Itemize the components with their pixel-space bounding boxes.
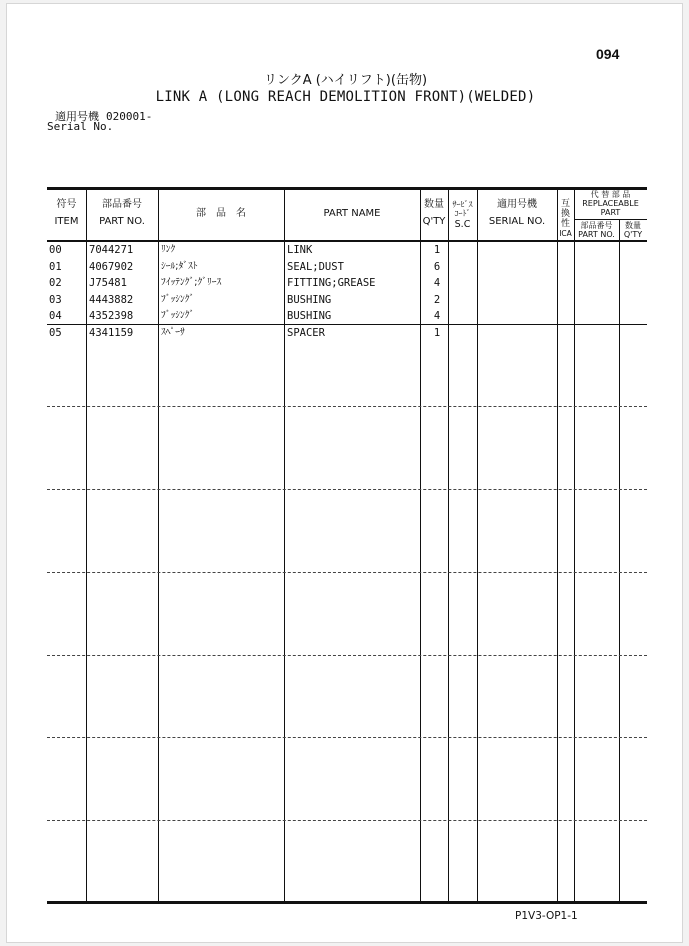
row-name-jp: ﾌﾞｯｼﾝｸﾞ <box>161 294 195 305</box>
row-name-en: SEAL;DUST <box>287 261 344 273</box>
row-name-en: BUSHING <box>287 310 332 322</box>
header-serial <box>477 199 557 228</box>
header-sc-en: S.C <box>454 219 471 230</box>
table-bottom-rule <box>47 901 647 904</box>
row-name-jp: ｼｰﾙ;ﾀﾞｽﾄ <box>161 261 198 272</box>
header-sc <box>448 200 477 229</box>
header-name-jp: 部 品 名 <box>196 208 246 219</box>
header-item <box>47 199 86 228</box>
section-divider <box>47 655 647 656</box>
row-name-en: BUSHING <box>287 294 332 306</box>
header-qty <box>420 199 448 228</box>
row-name-en: FITTING;GREASE <box>287 277 376 289</box>
header-repl-jp: 代 替 部 品 <box>590 190 631 199</box>
header-ica-jp3: 性 <box>560 219 570 229</box>
header-part-no <box>86 199 158 228</box>
row-qty: 1 <box>433 327 441 339</box>
page-number: 094 <box>596 46 620 62</box>
table-row <box>7 242 684 258</box>
header-ica-en: ICA <box>559 229 572 238</box>
table-row <box>7 308 684 324</box>
table-row <box>7 292 684 308</box>
row-item: 01 <box>49 261 62 273</box>
header-repl-partno-en: PART NO. <box>578 230 615 239</box>
header-qty-jp: 数量 <box>424 199 444 210</box>
serial-label-en: Serial No. <box>47 120 114 133</box>
section-divider <box>47 737 647 738</box>
section-divider <box>47 489 647 490</box>
serial-label-text: 適用号機 <box>55 110 99 123</box>
repl-header-rule <box>574 219 647 220</box>
footer-code: P1V3-OP1-1 <box>515 910 578 922</box>
row-qty: 2 <box>433 294 441 306</box>
header-repl-en2: PART <box>600 208 621 217</box>
title-english: LINK A (LONG REACH DEMOLITION FRONT)(WELDED) <box>155 89 536 105</box>
header-replaceable <box>574 190 647 217</box>
header-serial-jp: 適用号機 <box>497 199 537 210</box>
row-item: 02 <box>49 277 62 289</box>
header-repl-qty <box>619 221 647 239</box>
row-item: 04 <box>49 310 62 322</box>
header-ica-jp1: 互 <box>560 199 570 209</box>
header-ica-jp2: 換 <box>560 209 570 219</box>
row-name-jp: ﾌｲｯﾃﾝｸﾞ;ｸﾞﾘｰｽ <box>161 277 222 288</box>
row-part-no: 7044271 <box>89 244 134 256</box>
header-qty-en: Q'TY <box>422 216 446 227</box>
header-partno-jp: 部品番号 <box>102 199 142 210</box>
title-japanese: リンクA (ハイリフト)(缶物) <box>263 73 428 88</box>
header-ica <box>557 199 574 239</box>
header-name-en: PART NAME <box>323 208 381 219</box>
row-qty: 1 <box>433 244 441 256</box>
table-row <box>7 259 684 275</box>
row-qty: 4 <box>433 310 441 322</box>
row-part-no: 4067902 <box>89 261 134 273</box>
section-divider <box>47 572 647 573</box>
row-item: 05 <box>49 327 62 339</box>
row-name-en: LINK <box>287 244 313 256</box>
header-serial-en: SERIAL NO. <box>488 216 546 227</box>
header-repl-partno-jp: 部品番号 <box>580 221 613 230</box>
table-row <box>7 325 684 341</box>
table-row <box>7 275 684 291</box>
row-part-no: 4352398 <box>89 310 134 322</box>
header-partno-en: PART NO. <box>99 216 145 227</box>
row-part-no: 4443882 <box>89 294 134 306</box>
row-part-no: J75481 <box>89 277 127 289</box>
section-divider <box>47 406 647 407</box>
row-name-jp: ﾌﾞｯｼﾝｸﾞ <box>161 310 195 321</box>
row-item: 00 <box>49 244 62 256</box>
header-item-en: ITEM <box>54 216 79 227</box>
row-item: 03 <box>49 294 62 306</box>
header-repl-qty-en: Q'TY <box>623 230 643 239</box>
header-repl-partno <box>574 221 619 239</box>
row-name-jp: ｽﾍﾟｰｻ <box>161 327 185 338</box>
row-group-rule <box>47 324 647 325</box>
header-sc-jp1: ｻｰﾋﾞｽ <box>452 200 473 209</box>
serial-value: 020001- <box>106 110 153 123</box>
row-part-no: 4341159 <box>89 327 134 339</box>
header-repl-en1: REPLACEABLE <box>582 199 639 208</box>
header-item-jp: 符号 <box>56 199 77 210</box>
header-repl-qty-jp: 数量 <box>625 221 641 230</box>
catalog-page <box>6 3 683 943</box>
row-name-en: SPACER <box>287 327 325 339</box>
row-qty: 6 <box>433 261 441 273</box>
row-qty: 4 <box>433 277 441 289</box>
header-sc-jp2: ｺｰﾄﾞ <box>454 209 471 218</box>
row-name-jp: ﾘﾝｸ <box>161 244 176 255</box>
section-divider <box>47 820 647 821</box>
